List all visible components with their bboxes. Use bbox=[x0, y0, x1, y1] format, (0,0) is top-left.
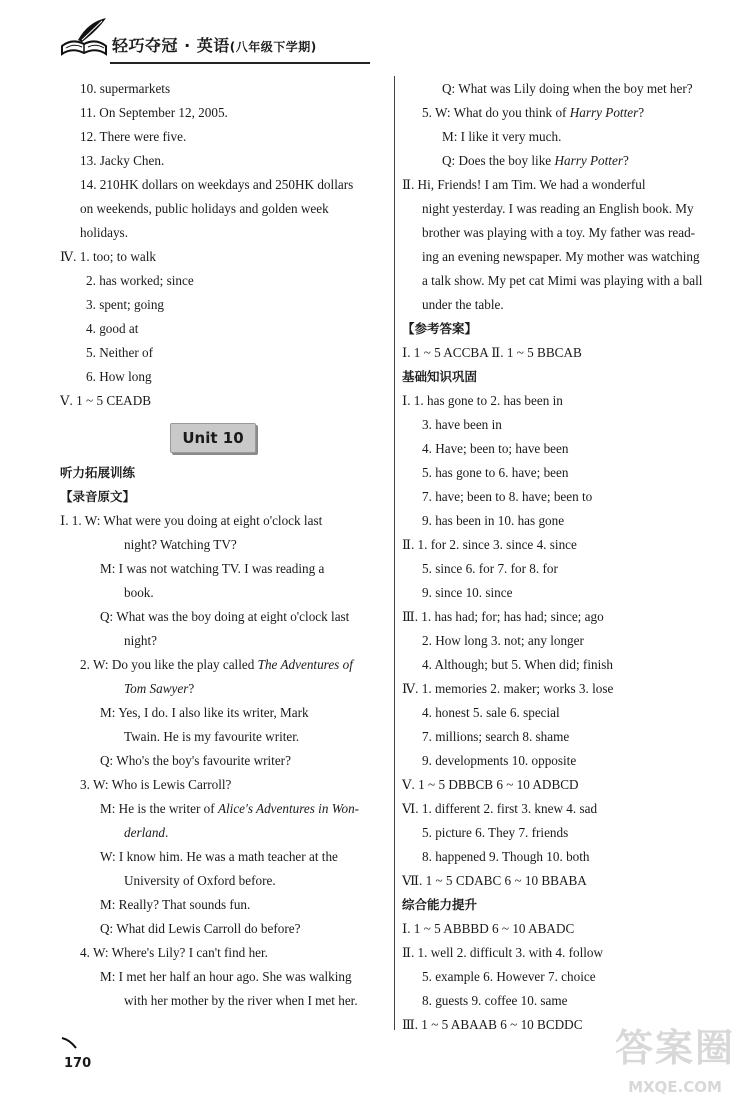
book-subtitle: (八年级下学期) bbox=[229, 40, 317, 54]
answer-line: 2. has worked; since bbox=[86, 273, 194, 288]
dialogue-line: M: Really? That sounds fun. bbox=[100, 897, 251, 912]
answer-line: Ⅰ. 1. has gone to 2. has been in bbox=[402, 393, 563, 408]
watermark-text: 答案圈 bbox=[614, 1026, 735, 1070]
answer-line: Ⅱ. 1. well 2. difficult 3. with 4. follow bbox=[402, 945, 604, 960]
dialogue-line: Q: What was Lily doing when the boy met her? bbox=[442, 81, 693, 96]
dialogue-line: 3. W: Who is Lewis Carroll? bbox=[80, 777, 232, 792]
dialogue-line: Ⅰ. 1. W: What were you doing at eight o'clock last bbox=[60, 513, 323, 528]
answer-line: Ⅵ. 1. different 2. first 3. knew 4. sad bbox=[402, 801, 598, 816]
dialogue-line: book. bbox=[124, 585, 154, 600]
answer-line: 9. has been in 10. has gone bbox=[422, 513, 565, 528]
answer-line: Ⅰ. 1 ~ 5 ABBBD 6 ~ 10 ABADC bbox=[402, 921, 575, 936]
passage-line: night yesterday. I was reading an English book. My bbox=[422, 201, 694, 216]
dialogue-line: Twain. He is my favourite writer. bbox=[124, 729, 300, 744]
answer-line: 9. developments 10. opposite bbox=[422, 753, 577, 768]
dialogue-line: 4. W: Where's Lily? I can't find her. bbox=[80, 945, 268, 960]
answer-line: 13. Jacky Chen. bbox=[80, 153, 165, 168]
answer-line: holidays. bbox=[80, 225, 128, 240]
section-heading: 基础知识巩固 bbox=[402, 369, 478, 384]
answer-line: 5. example 6. However 7. choice bbox=[422, 969, 596, 984]
page-number: 170 bbox=[64, 1056, 92, 1071]
title-italic: Tom Sawyer bbox=[124, 681, 189, 696]
dialogue-line: W: I know him. He was a math teacher at the bbox=[100, 849, 338, 864]
answer-line: 7. millions; search 8. shame bbox=[422, 729, 570, 744]
answer-line: Ⅶ. 1 ~ 5 CDABC 6 ~ 10 BBABA bbox=[402, 873, 587, 888]
title-italic: Harry Potter bbox=[569, 105, 639, 120]
answer-line: 2. How long 3. not; any longer bbox=[422, 633, 584, 648]
answer-line: 8. guests 9. coffee 10. same bbox=[422, 993, 568, 1008]
dialogue-line: Q: Does the boy like Harry Potter? bbox=[442, 153, 629, 168]
answer-line: 9. since 10. since bbox=[422, 585, 513, 600]
answer-line: Ⅲ. 1. has had; for; has had; since; ago bbox=[402, 609, 604, 624]
dialogue-line: Q: What did Lewis Carroll do before? bbox=[100, 921, 301, 936]
book-quill-logo-icon bbox=[58, 16, 110, 60]
answer-line: 10. supermarkets bbox=[80, 81, 171, 96]
answer-line: 4. Have; been to; have been bbox=[422, 441, 569, 456]
dialogue-line: M: Yes, I do. I also like its writer, Mark bbox=[100, 705, 309, 720]
answer-line: 5. since 6. for 7. for 8. for bbox=[422, 561, 558, 576]
page-header bbox=[0, 0, 750, 70]
answer-line: 5. has gone to 6. have; been bbox=[422, 465, 569, 480]
dialogue-line: night? Watching TV? bbox=[124, 537, 237, 552]
dialogue-line: with her mother by the river when I met her. bbox=[124, 993, 358, 1008]
answer-line: 12. There were five. bbox=[80, 129, 187, 144]
dialogue-line: M: I like it very much. bbox=[442, 129, 562, 144]
answer-line: Ⅱ. 1. for 2. since 3. since 4. since bbox=[402, 537, 577, 552]
answer-line: on weekends, public holidays and golden week bbox=[80, 201, 329, 216]
unit-badge bbox=[170, 423, 256, 453]
answer-line: 4. good at bbox=[86, 321, 139, 336]
dialogue-line: M: I was not watching TV. I was reading a bbox=[100, 561, 325, 576]
answer-line: Ⅳ. 1. memories 2. maker; works 3. lose bbox=[402, 681, 614, 696]
dialogue-line: night? bbox=[124, 633, 157, 648]
header-underline bbox=[110, 62, 370, 64]
title-italic: The Adventures of bbox=[257, 657, 353, 672]
section-heading: 【参考答案】 bbox=[402, 321, 478, 336]
passage-line: ing an evening newspaper. My mother was watching bbox=[422, 249, 700, 264]
answer-line: Ⅲ. 1 ~ 5 ABAAB 6 ~ 10 BCDDC bbox=[402, 1017, 583, 1032]
answer-line: Ⅰ. 1 ~ 5 ACCBA Ⅱ. 1 ~ 5 BBCAB bbox=[402, 345, 582, 360]
answer-line: 8. happened 9. Though 10. both bbox=[422, 849, 590, 864]
dialogue-line: Q: What was the boy doing at eight o'clock last bbox=[100, 609, 350, 624]
answer-line: 4. Although; but 5. When did; finish bbox=[422, 657, 613, 672]
answer-line: 5. Neither of bbox=[86, 345, 154, 360]
right-column bbox=[402, 77, 732, 1037]
passage-line: a talk show. My pet cat Mimi was playing with a ball bbox=[422, 273, 703, 288]
answer-line: 7. have; been to 8. have; been to bbox=[422, 489, 593, 504]
dialogue-line: University of Oxford before. bbox=[124, 873, 276, 888]
dialogue-line: Tom Sawyer? bbox=[124, 681, 195, 696]
dialogue-line: 2. W: Do you like the play called The Adventures of bbox=[80, 657, 353, 672]
answer-line: 6. How long bbox=[86, 369, 152, 384]
dialogue-line: M: I met her half an hour ago. She was walking bbox=[100, 969, 352, 984]
book-title: 轻巧夺冠 · 英语(八年级下学期) bbox=[112, 36, 317, 55]
title-italic: derland bbox=[124, 825, 166, 840]
answer-line: Ⅴ. 1 ~ 5 CEADB bbox=[60, 393, 152, 408]
site-watermark bbox=[610, 1020, 740, 1110]
unit-heading bbox=[60, 413, 380, 461]
passage-line: under the table. bbox=[422, 297, 504, 312]
answer-line: 3. spent; going bbox=[86, 297, 165, 312]
dialogue-line: derland. bbox=[124, 825, 169, 840]
answer-line: 4. honest 5. sale 6. special bbox=[422, 705, 560, 720]
section-heading: 综合能力提升 bbox=[402, 897, 478, 912]
section-heading: 听力拓展训练 bbox=[60, 465, 136, 480]
page-corner-mark-icon bbox=[60, 1036, 82, 1050]
passage-line: Ⅱ. Hi, Friends! I am Tim. We had a wonderful bbox=[402, 177, 646, 192]
unit-label: Unit 10 bbox=[182, 429, 244, 447]
answer-line: Ⅴ. 1 ~ 5 DBBCB 6 ~ 10 ADBCD bbox=[402, 777, 579, 792]
answer-line: 14. 210HK dollars on weekdays and 250HK dollars bbox=[80, 177, 354, 192]
column-divider bbox=[394, 76, 395, 1030]
dialogue-line: Q: Who's the boy's favourite writer? bbox=[100, 753, 291, 768]
answer-line: Ⅳ. 1. too; to walk bbox=[60, 249, 156, 264]
passage-line: brother was playing with a toy. My father was read- bbox=[422, 225, 696, 240]
watermark-url: MXQE.COM bbox=[628, 1078, 722, 1096]
section-heading: 【录音原文】 bbox=[60, 489, 136, 504]
left-column bbox=[60, 77, 380, 1013]
answer-line: 5. picture 6. They 7. friends bbox=[422, 825, 569, 840]
title-italic: Harry Potter bbox=[554, 153, 623, 168]
dialogue-line: 5. W: What do you think of Harry Potter? bbox=[422, 105, 645, 120]
title-italic: Alice's Adventures in Won- bbox=[217, 801, 360, 816]
answer-line: 3. have been in bbox=[422, 417, 502, 432]
answer-line: 11. On September 12, 2005. bbox=[80, 105, 228, 120]
dialogue-line: M: He is the writer of Alice's Adventures in Won- bbox=[100, 801, 360, 816]
